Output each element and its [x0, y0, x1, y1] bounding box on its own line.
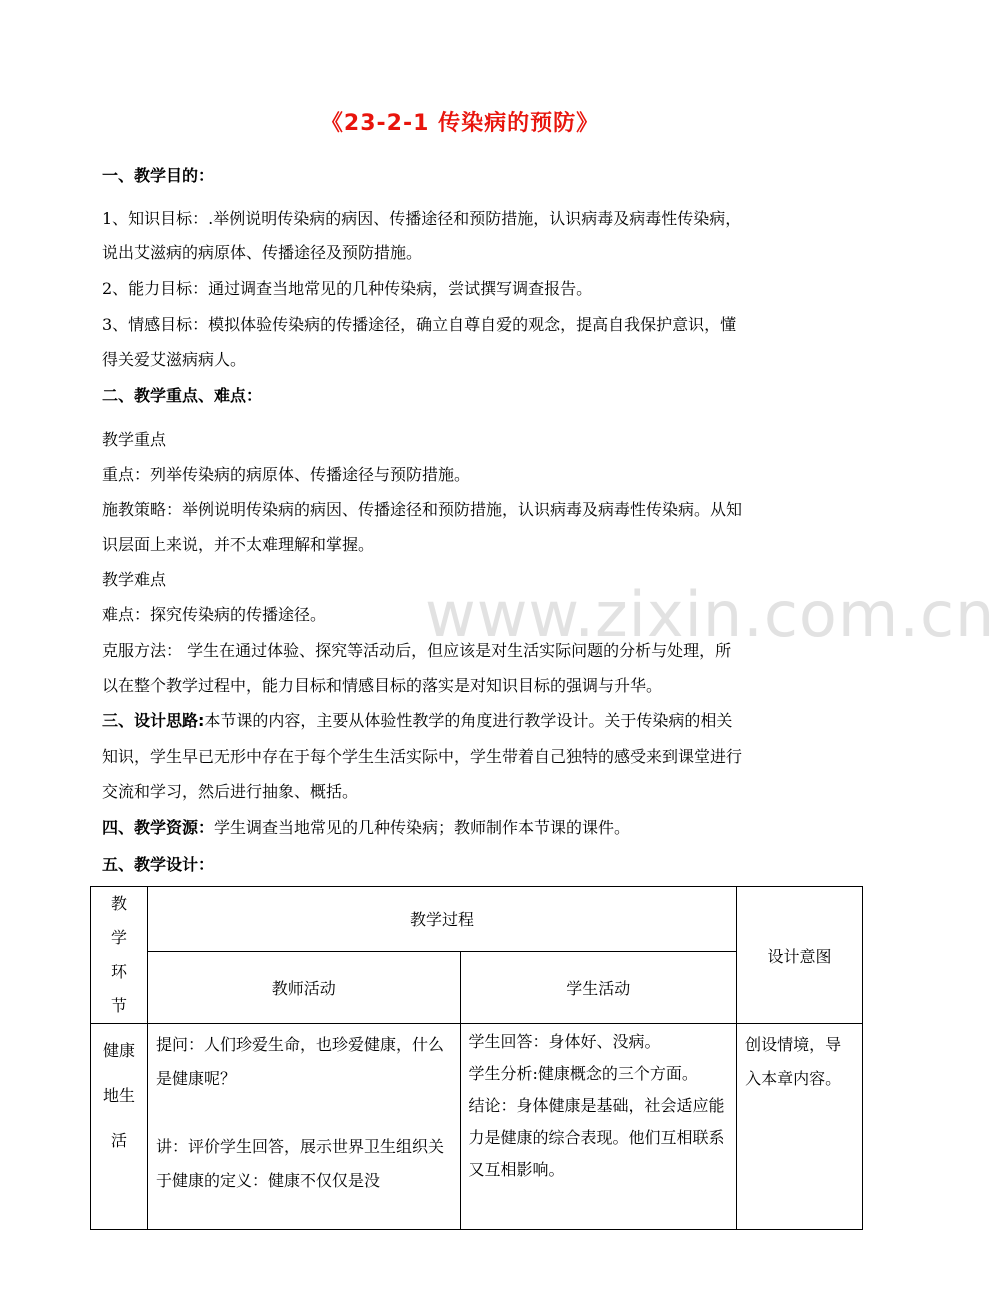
stage-text: 健康地生活 [102, 1041, 135, 1150]
teacher-cell [147, 1024, 460, 1230]
section2-line: 克服方法： 学生在通过体验、探究等活动后，但应该是对生活实际问题的分析与处理，所 [102, 641, 732, 660]
intent-cell [737, 1024, 863, 1230]
teacher-header-cell [147, 951, 460, 1023]
student-header-cell [460, 951, 737, 1023]
table-row [91, 1024, 863, 1230]
intent-header: 设计意图 [767, 946, 832, 966]
section3-line-first [102, 711, 842, 731]
section2-line: 重点：列举传染病的病原体、传播途径与预防措施。 [102, 465, 471, 484]
intent-text: 创设情境，导入本章内容。 [745, 1035, 842, 1088]
section2-line: 难点：探究传染病的传播途径。 [102, 605, 327, 624]
document-title: 《23-2-1 传染病的预防》 [320, 111, 600, 136]
process-header: 教学过程 [410, 910, 475, 930]
section2-line: 以在整个教学过程中，能力目标和情感目标的落实是对知识目标的强调与升华。 [102, 676, 663, 695]
section3-label: 三、设计思路: [102, 711, 205, 730]
section3-line: 知识，学生早已无形中存在于每个学生生活实际中，学生带着自己独特的感受来到课堂进行 [102, 747, 743, 766]
section3-text: 本节课的内容，主要从体验性教学的角度进行教学设计。关于传染病的相关 [204, 711, 733, 730]
section1-line: 3、情感目标：模拟体验传染病的传播途径，确立自尊自爱的观念，提高自我保护意识，懂 [102, 315, 737, 334]
section1-line: 1、知识目标：.举例说明传染病的病因、传播途径和预防措施，认识病毒及病毒性传染病， [102, 209, 742, 228]
watermark: www.zixin.com.cn [425, 578, 995, 651]
section2-line: 施教策略：举例说明传染病的病因、传播途径和预防措施，认识病毒及病毒性传染病。从知 [102, 500, 743, 519]
section1-line: 2、能力目标：通过调查当地常见的几种传染病，尝试撰写调查报告。 [102, 279, 593, 298]
section4-line [102, 818, 842, 838]
stage-header: 教学环节 [110, 894, 127, 1015]
teacher-text: 提问：人们珍爱生命，也珍爱健康，什么是健康呢？ 讲：评价学生回答，展示世界卫生组织关于健康的定义：健康不仅仅是没 [155, 1035, 444, 1190]
section4-label: 四、教学资源： [102, 818, 215, 837]
section3-line: 交流和学习，然后进行抽象、概括。 [102, 782, 359, 801]
process-header-cell [147, 887, 736, 952]
section5-heading: 五、教学设计： [102, 855, 215, 874]
teacher-header: 教师活动 [271, 978, 336, 998]
section4-text: 学生调查当地常见的几种传染病；教师制作本节课的课件。 [214, 818, 631, 837]
section1-line: 得关爱艾滋病病人。 [102, 350, 247, 369]
section2-line: 识层面上来说，并不太难理解和掌握。 [102, 535, 375, 554]
section1-heading: 一、教学目的： [102, 166, 215, 185]
student-header: 学生活动 [566, 978, 631, 998]
student-cell [460, 1024, 737, 1230]
lesson-plan-table [90, 886, 863, 1230]
stage-header-cell [91, 887, 148, 1024]
student-text: 学生回答：身体好、没病。 学生分析:健康概念的三个方面。 结论：身体健康是基础，社会适应能力是健康的综合表现。他们互相联系又互相影响。 [468, 1032, 725, 1179]
section2-line: 教学难点 [102, 570, 167, 589]
section2-heading: 二、教学重点、难点： [102, 386, 263, 405]
stage-cell [91, 1024, 148, 1230]
section1-line: 说出艾滋病的病原体、传播途径及预防措施。 [102, 243, 423, 262]
intent-header-cell [737, 887, 863, 1024]
section2-line: 教学重点 [102, 430, 167, 449]
